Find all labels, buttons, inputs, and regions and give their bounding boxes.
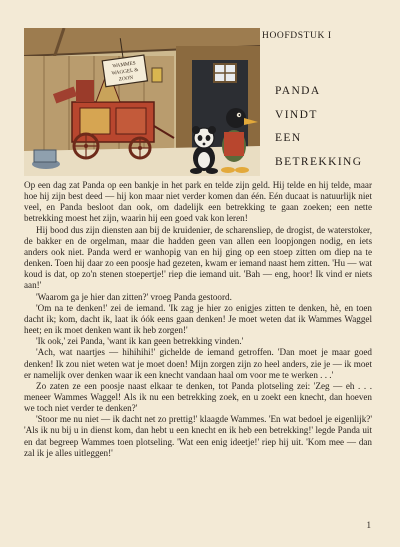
chapter-illustration	[24, 28, 260, 176]
paragraph: 'Ik ook,' zei Panda, 'want ik kan geen betrekking vinden.'	[36, 336, 244, 347]
chapter-title-line: BETREKKING	[275, 155, 363, 168]
chapter-title-line: PANDA	[275, 85, 321, 97]
chapter-title-line: VINDT	[275, 108, 318, 121]
paragraph: Op een dag zat Panda op een bankje in het park en telde zijn geld. Hij telde en hij telde, maar hoe hij zijn best deed — hij kon maar niet verder komen dan één. Eén ducaat is natuurlijk niet veel, en Panda besloot dan ook, om dadelijk een betrekking te gaan zoeken; een nette betrekking moest het zijn, waarin hij een goed vak kon leren!	[24, 180, 372, 224]
paragraph: 'Om na te denken!' zei de iemand. 'Ik zag je hier zo enigjes zitten te denken, hè, en toen dacht ik; kom, dacht ik, laat ik óók eens gaan denken! Je moet weten dat ik Wammes Waggel heet; en ik moet denken want ik heb zorgen!'	[24, 302, 372, 336]
sign-line-2: WAGGEL &	[111, 67, 139, 77]
chapter-label: HOOFDSTUK I	[262, 31, 332, 41]
paragraph: 'Stoor me nu niet — ik dacht net zo prettig!' klaagde Wammes. 'En wat bedoel je eigenlijk?' 'Als ik nu bij u in dienst kom, dan hebt u een knecht en ik heb een betrekking!' legde Panda uit en dat begreep Wammes toen plotseling. 'Wat een enig ideetje!' riep hij uit. 'Kom mee — dan zal ik je alles uitleggen!'	[24, 414, 372, 458]
chapter-title	[275, 80, 385, 174]
page-number: 1	[366, 520, 371, 530]
chapter-body	[24, 180, 372, 459]
chapter-title-line: EEN	[275, 132, 302, 144]
sign-line-1: WAMMES	[112, 60, 136, 70]
paragraph: Hij bood dus zijn diensten aan bij de kruidenier, de scharensliep, de drogist, de waterstoker, de bakker en de orgelman, maar die hadden geen van allen een loopjongen nodig, en iets anders ook niet. Panda werd er wanhopig van en hij ging op een stoep zitten om diep na te denken. Toen hij daar zo een poosje had gezeten, kwam er iemand naast hem zitten. 'Hu — wat koud is dat, op zo'n stenen stoepertje!' riep die iemand uit. 'Bah — eng, hoor! Ik vind er niets aan!'	[24, 224, 372, 291]
sign-line-3: ZOON	[118, 74, 134, 83]
paragraph: Zo zaten ze een poosje naast elkaar te denken, tot Panda plotseling zei: 'Zeg — eh . . . meneer Wammes Waggel! Als ik nu een betrekking zoek, en u zoekt een knecht, dan hoeven we toch niet verder te denken?'	[24, 380, 372, 414]
paragraph: 'Ach, wat naartjes — hihihihi!' gichelde de iemand getroffen. 'Dan moet je maar goed denken! Ik zou niet weten wat je moet doen! Mijn zorgen zijn zo heel anders, zie je — ik moet er namelijk over denken waar ik een knecht vandaan haal om voor me te werken . . .'	[24, 347, 372, 380]
paragraph: 'Waarom ga je hier dan zitten?' vroeg Panda gestoord.	[36, 291, 232, 302]
